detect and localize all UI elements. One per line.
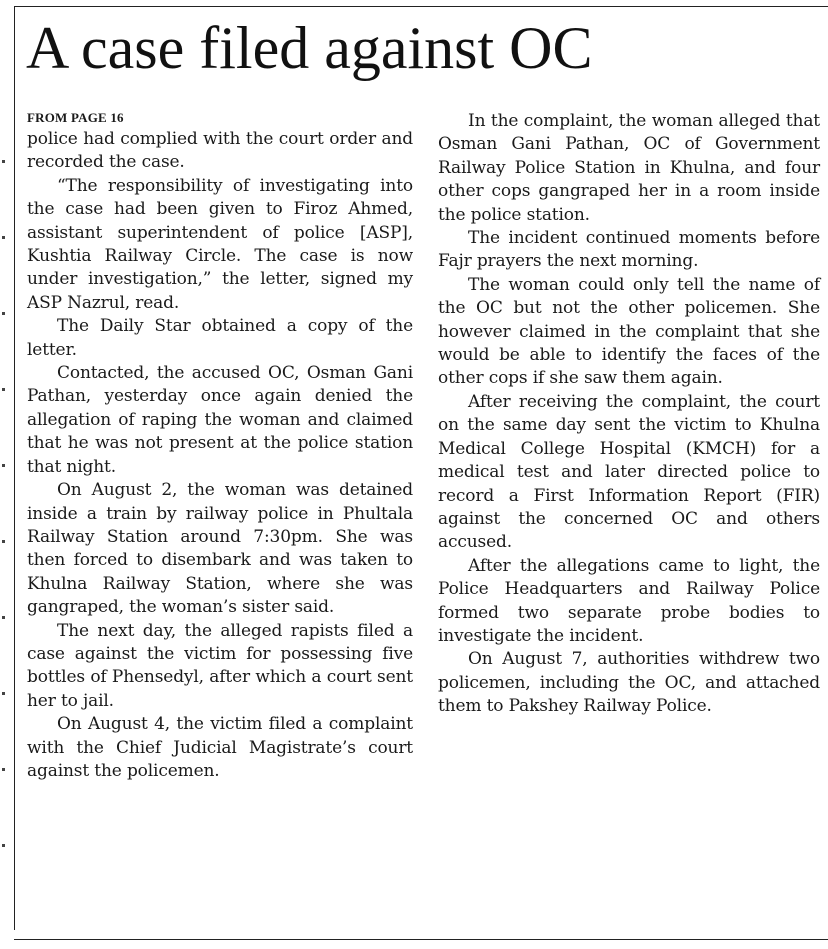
article-headline: A case filed against OC xyxy=(26,15,593,81)
article-paragraph: police had complied with the court order and recorded the case. xyxy=(27,129,413,173)
article-paragraph: The Daily Star obtained a copy of the letter. xyxy=(27,316,413,360)
edge-mark xyxy=(2,540,5,543)
bottom-rule xyxy=(14,939,828,940)
article-paragraph: Contacted, the accused OC, Osman Gani Pathan, yesterday once again denied the allegation of raping the woman and claimed that he was not present at the police station that night. xyxy=(27,363,413,477)
article-paragraph: In the complaint, the woman alleged that Osman Gani Pathan, OC of Government Railway Police Station in Khulna, and four other cops gangraped her in a room inside the police station. xyxy=(438,111,820,225)
edge-mark xyxy=(2,388,5,391)
article-paragraph: “The responsibility of investigating into the case had been given to Firoz Ahmed, assistant superintendent of police [ASP], Kushtia Railway Circle. The case is now under investigation,” the letter, signed my ASP Nazrul, read. xyxy=(27,175,413,313)
edge-mark xyxy=(2,312,5,315)
left-column-rule xyxy=(14,6,15,930)
top-rule xyxy=(14,6,828,7)
article-paragraph: After receiving the complaint, the court on the same day sent the victim to Khulna Medical College Hospital (KMCH) for a medical test and later directed police to record a First Information Report (FIR) against the concerned OC and others accused. xyxy=(438,391,820,553)
continuation-label: FROM PAGE 16 xyxy=(27,110,124,125)
article-paragraph: The incident continued moments before Fajr prayers the next morning. xyxy=(438,228,820,272)
article-paragraph: After the allegations came to light, the Police Headquarters and Railway Police formed two separate probe bodies to investigate the incident. xyxy=(438,555,820,646)
article-paragraph: On August 7, authorities withdrew two policemen, including the OC, and attached them to Pakshey Railway Police. xyxy=(438,649,820,717)
edge-mark xyxy=(2,236,5,239)
article-paragraph: On August 4, the victim filed a complaint with the Chief Judicial Magistrate’s court against the policemen. xyxy=(27,714,413,781)
edge-mark xyxy=(2,692,5,695)
edge-mark xyxy=(2,844,5,847)
article-column-1 xyxy=(27,108,413,783)
edge-mark xyxy=(2,616,5,619)
article-paragraph: On August 2, the woman was detained inside a train by railway police in Phultala Railway Station around 7:30pm. She was then forced to disembark and was taken to Khulna Railway Station, where she was gangraped, the woman’s sister said. xyxy=(27,480,413,618)
article-paragraph: The woman could only tell the name of the OC but not the other policemen. She however claimed in the complaint that she would be able to identify the faces of the other cops if she saw them again. xyxy=(438,274,820,389)
edge-mark xyxy=(2,464,5,467)
article-column-2 xyxy=(438,110,820,719)
edge-mark xyxy=(2,160,5,163)
edge-mark xyxy=(2,768,5,771)
article-paragraph: The next day, the alleged rapists filed a case against the victim for possessing five bottles of Phensedyl, after which a court sent her to jail. xyxy=(27,620,413,711)
